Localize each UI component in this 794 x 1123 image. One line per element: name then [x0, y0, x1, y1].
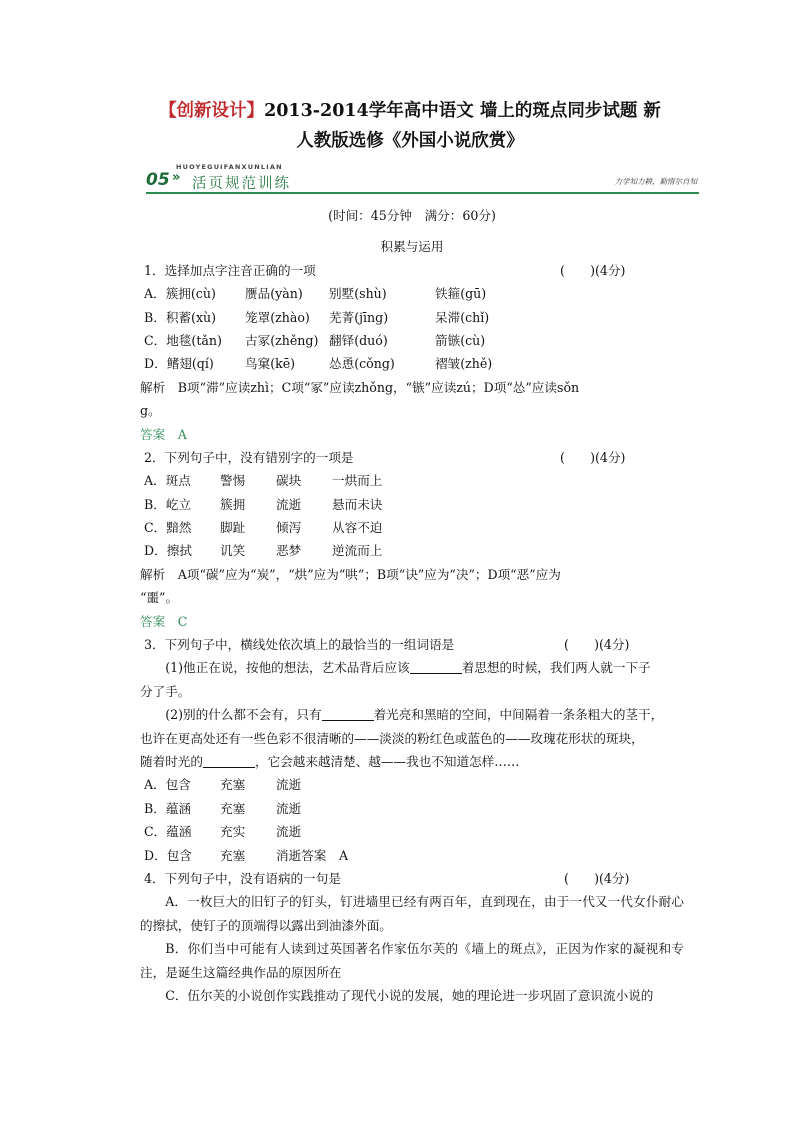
title-tag: 【创新设计】: [159, 101, 265, 121]
option-row: C．地毯(tǎn) 古冢(zhěng) 翻铎(duó) 箭镞(cù): [144, 332, 486, 348]
title-line-1: [130, 96, 690, 126]
question-3-sentence-1: (1)他正在说，按他的想法，艺术品背后应该 着思想的时候，我们两人就一下子: [165, 660, 651, 676]
question-3-sentence-1-cont: 分了手。: [140, 683, 191, 699]
question-points: ( )(4分): [560, 449, 626, 465]
fill-blank: [410, 659, 462, 674]
option-row: B．蕴涵 充塞 流逝: [144, 800, 302, 816]
exercise-body: [140, 204, 684, 1007]
answer-text: 答案 A: [140, 426, 187, 442]
question-3-sentence-2: (2)别的什么都不会有，只有 着光亮和黑暗的空间，中间隔着一条条粗大的茎干，: [165, 707, 664, 723]
double-chevron-icon: »: [172, 170, 181, 185]
banner-number: 05: [146, 170, 170, 190]
banner-label: 活页规范训练: [192, 176, 291, 192]
analysis-text-cont: “噩”。: [140, 590, 179, 606]
banner-divider: [146, 192, 699, 194]
question-4-stem: 4．下列句子中，没有语病的一句是 ( )(4分): [140, 867, 684, 890]
banner-motto: 力学知力耕，勤惰尔自知: [614, 177, 697, 186]
analysis-text: 解析 B项“滞”应读zhì；C项“冢”应读zhǒng，“镞”应读zú；D项“怂”应读sǒn: [140, 379, 580, 395]
option-row: C．黯然 脚趾 倾泻 从容不迫: [144, 520, 383, 536]
option-row: A．斑点 警惕 碳块 一烘而上: [144, 473, 383, 489]
option-row: A．包含 充塞 流逝: [144, 777, 302, 793]
document-title: [130, 96, 690, 156]
question-4-option-a: A．一枚巨大的旧钉子的钉头，钉进墙里已经有两百年，直到现在，由于一代又一代女仆耐心的擦拭，使钉子的顶端得以露出到油漆外面。: [140, 894, 684, 933]
analysis-text-cont: g。: [140, 403, 161, 419]
section-heading: 积累与运用: [380, 239, 444, 255]
title-line-2: 人教版选修《外国小说欣赏》: [296, 131, 524, 151]
question-points: ( )(4分): [564, 870, 630, 886]
answer-text: 答案 C: [140, 613, 188, 629]
option-row: B．屹立 簇拥 流逝 悬而未诀: [144, 496, 383, 512]
option-row: D．包含 充塞 消逝答案 A: [144, 847, 349, 863]
fill-blank: [203, 753, 255, 768]
question-3-sentence-2-end: 随着时光的 ，它会越来越清楚、越——我也不知道怎样……: [140, 754, 520, 770]
title-text: 2013-2014学年高中语文 墙上的斑点同步试题 新: [264, 101, 661, 121]
question-4-option-b: B．你们当中可能有人读到过英国著名作家伍尔芙的《墙上的斑点》，正因为作家的凝视和专注，是诞生这篇经典作品的原因所在: [140, 941, 684, 980]
time-info: (时间：45分钟 满分：60分): [328, 208, 496, 223]
banner-pinyin: HUOYEGUIFANXUNLIAN: [176, 163, 283, 171]
section-banner: [146, 163, 699, 195]
question-3-stem: 3．下列句子中，横线处依次填上的最恰当的一组词语是 ( )(4分): [140, 633, 684, 656]
fill-blank: [322, 706, 374, 721]
option-row: D．鳍翅(qí) 鸟窠(kē) 怂恿(cǒng) 褶皱(zhě): [144, 356, 493, 372]
question-4-option-c: C．伍尔芙的小说创作实践推动了现代小说的发展，她的理论进一步巩固了意识流小说的: [165, 987, 654, 1003]
question-2-stem: 2．下列句子中，没有错别字的一项是 ( )(4分): [140, 446, 684, 469]
question-1-stem: 1．选择加点字注音正确的一项 ( )(4分): [140, 259, 684, 282]
analysis-text: 解析 A项“碳”应为“炭”，“烘”应为“哄”；B项“诀”应为“决”；D项“恶”应为: [140, 566, 561, 582]
option-row: B．积蓄(xù) 笼罩(zhào) 芜菁(jīng) 呆滞(chǐ): [144, 309, 490, 325]
question-points: ( )(4分): [564, 637, 630, 653]
question-points: ( )(4分): [560, 262, 626, 278]
option-row: C．蕴涵 充实 流逝: [144, 824, 302, 840]
option-row: A．簇拥(cù) 赝品(yàn) 别墅(shù) 铁箍(gū): [144, 286, 487, 302]
question-3-sentence-2-cont: 也许在更高处还有一些色彩不很清晰的——淡淡的粉红色或蓝色的——玫瑰花形状的斑块，: [140, 730, 644, 746]
option-row: D．擦拭 讥笑 恶梦 逆流而上: [144, 543, 383, 559]
